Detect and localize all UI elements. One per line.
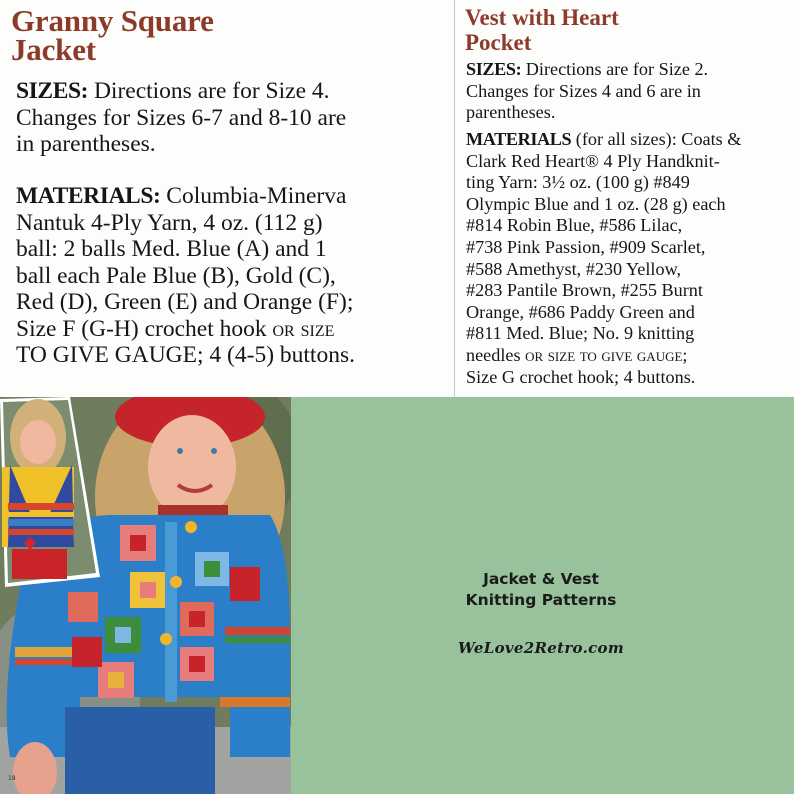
materials-line: needles [466, 344, 526, 365]
vest-title-line2: Pocket [465, 30, 532, 55]
page-number: 18 [8, 775, 16, 782]
materials-line: #814 Robin Blue, #586 Lilac, [466, 215, 683, 236]
materials-smallcaps: or size to give gauge; [525, 344, 688, 365]
materials-line: #588 Amethyst, #230 Yellow, [466, 258, 682, 279]
materials-smallcaps: or size [272, 315, 335, 342]
jacket-materials [16, 183, 355, 369]
banner-title-line2: Knitting Patterns [465, 591, 617, 609]
sizes-label: SIZES: [16, 78, 89, 104]
materials-line: ting Yarn: 3½ oz. (100 g) #849 [466, 172, 690, 193]
materials-line: Red (D), Green (E) and Orange (F); [16, 289, 354, 315]
jacket-sizes [16, 78, 346, 158]
vest-title [465, 5, 619, 55]
site-watermark: WeLove2Retro.com [457, 639, 625, 657]
vest-title-line1: Vest with Heart [465, 5, 619, 30]
materials-line: Columbia-Minerva [160, 183, 347, 209]
materials-line: ball: 2 balls Med. Blue (A) and 1 [16, 236, 327, 262]
materials-line: #738 Pink Passion, #909 Scarlet, [466, 236, 706, 257]
pattern-photo [0, 397, 291, 794]
jacket-title [11, 3, 214, 67]
jacket-title-line1: Granny Square [11, 3, 214, 38]
sizes-line: Directions are for Size 4. [88, 78, 330, 104]
materials-line: (for all sizes): Coats & [571, 129, 742, 149]
button [160, 633, 172, 645]
materials-line: #283 Pantile Brown, #255 Burnt [466, 280, 703, 301]
materials-label: MATERIALS [466, 129, 572, 149]
sizes-line: Changes for Sizes 6-7 and 8-10 are [16, 104, 347, 131]
sizes-line: Changes for Sizes 4 and 6 are in [466, 80, 701, 101]
banner-title-line1: Jacket & Vest [483, 570, 599, 588]
materials-line: #811 Med. Blue; No. 9 knitting [466, 323, 695, 344]
materials-line: Orange, #686 Paddy Green and [466, 301, 695, 322]
sizes-label: SIZES: [466, 59, 522, 79]
sizes-line: Directions are for Size 2. [521, 59, 709, 79]
sizes-line: parentheses. [466, 102, 556, 123]
vest-sizes [466, 59, 708, 124]
materials-line: Nantuk 4-Ply Yarn, 4 oz. (112 g) [16, 209, 323, 236]
vest-materials [466, 129, 741, 388]
materials-line: Olympic Blue and 1 oz. (28 g) each [466, 193, 726, 214]
button [170, 576, 182, 588]
materials-line: Size G crochet hook; 4 buttons. [466, 366, 696, 387]
photo-illustration [0, 397, 291, 794]
vest-heart-pocket-column [455, 0, 794, 397]
granny-square-jacket-column [0, 0, 454, 397]
materials-line: ball each Pale Blue (B), Gold (C), [16, 262, 336, 289]
materials-label: MATERIALS: [16, 183, 161, 209]
materials-line: TO GIVE GAUGE; 4 (4-5) buttons. [16, 342, 355, 368]
banner-title [421, 569, 661, 611]
button [185, 521, 197, 533]
materials-line: Size F (G-H) crochet hook [16, 315, 273, 342]
sizes-line: in parentheses. [16, 131, 156, 157]
title-banner [291, 397, 794, 794]
jacket-title-line2: Jacket [11, 32, 96, 67]
materials-line: Clark Red Heart® 4 Ply Handknit- [466, 150, 720, 171]
